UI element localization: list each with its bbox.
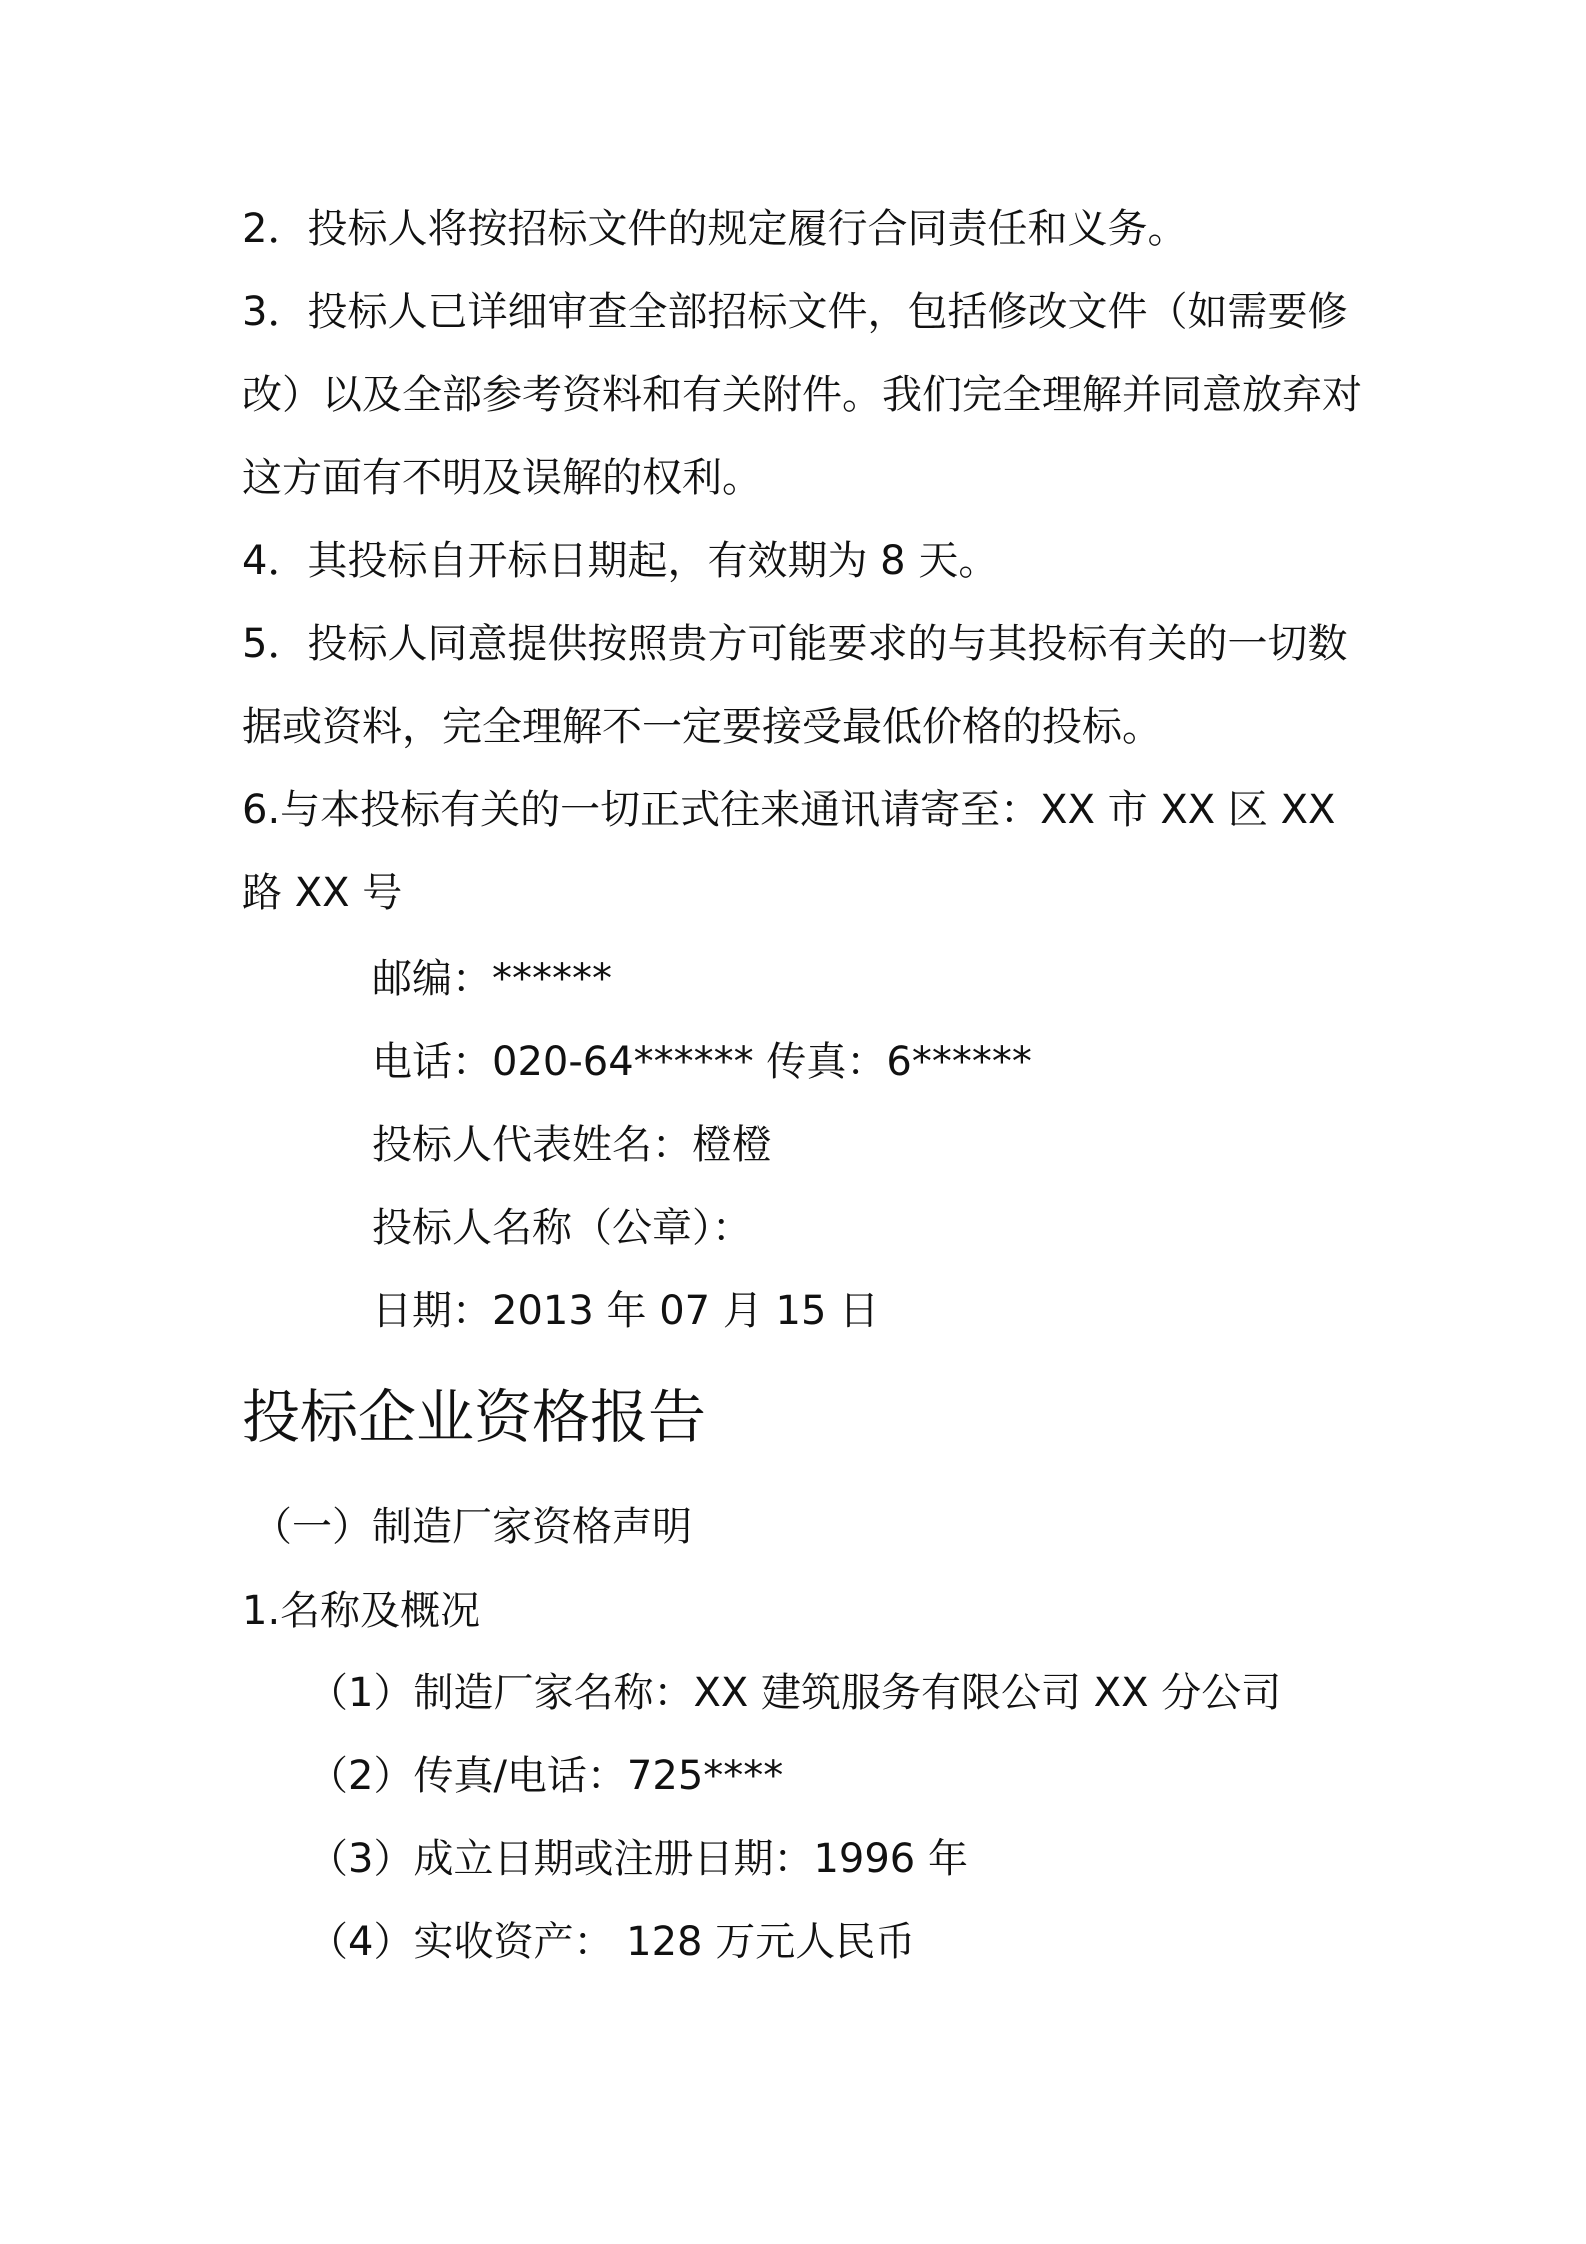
name-overview-heading: 1.名称及概况 bbox=[242, 1588, 481, 1634]
commitment-paragraph-5: 5．投标人同意提供按照贵方可能要求的与其投标有关的一切数据或资料，完全理解不一定要接受最低价格的投标。 bbox=[242, 621, 1348, 750]
bid-commitments bbox=[242, 188, 1362, 935]
qualification-report-title: 投标企业资格报告 bbox=[242, 1383, 707, 1451]
commitment-paragraph-2: 2．投标人将按招标文件的规定履行合同责任和义务。 bbox=[242, 206, 1188, 252]
phone-fax-line: 电话：020-64****** 传真：6****** bbox=[372, 1039, 1032, 1085]
manufacturer-declaration-heading: （一）制造厂家资格声明 bbox=[252, 1504, 692, 1550]
detail-item-paid-in-capital: （4）实收资产： 128 万元人民币 bbox=[308, 1919, 916, 1965]
signature-block bbox=[372, 938, 1032, 1353]
detail-item-fax-phone: （2）传真/电话：725**** bbox=[308, 1753, 784, 1799]
postcode-line: 邮编：****** bbox=[372, 956, 612, 1002]
representative-line: 投标人代表姓名：橙橙 bbox=[372, 1122, 772, 1168]
date-line: 日期：2013 年 07 月 15 日 bbox=[372, 1288, 880, 1334]
commitment-paragraph-4: 4．其投标自开标日期起，有效期为 8 天。 bbox=[242, 538, 999, 584]
company-details-list bbox=[308, 1652, 1281, 1984]
commitment-paragraph-3: 3．投标人已详细审查全部招标文件，包括修改文件（如需要修改）以及全部参考资料和有关附件。我们完全理解并同意放弃对这方面有不明及误解的权利。 bbox=[242, 289, 1362, 501]
commitment-paragraph-6: 6.与本投标有关的一切正式往来通讯请寄至：XX 市 XX 区 XX 路 XX 号 bbox=[242, 787, 1336, 916]
detail-item-manufacturer-name: （1）制造厂家名称：XX 建筑服务有限公司 XX 分公司 bbox=[308, 1670, 1282, 1716]
bidder-name-line: 投标人名称（公章）： bbox=[372, 1205, 752, 1251]
detail-item-establish-date: （3）成立日期或注册日期：1996 年 bbox=[308, 1836, 968, 1882]
